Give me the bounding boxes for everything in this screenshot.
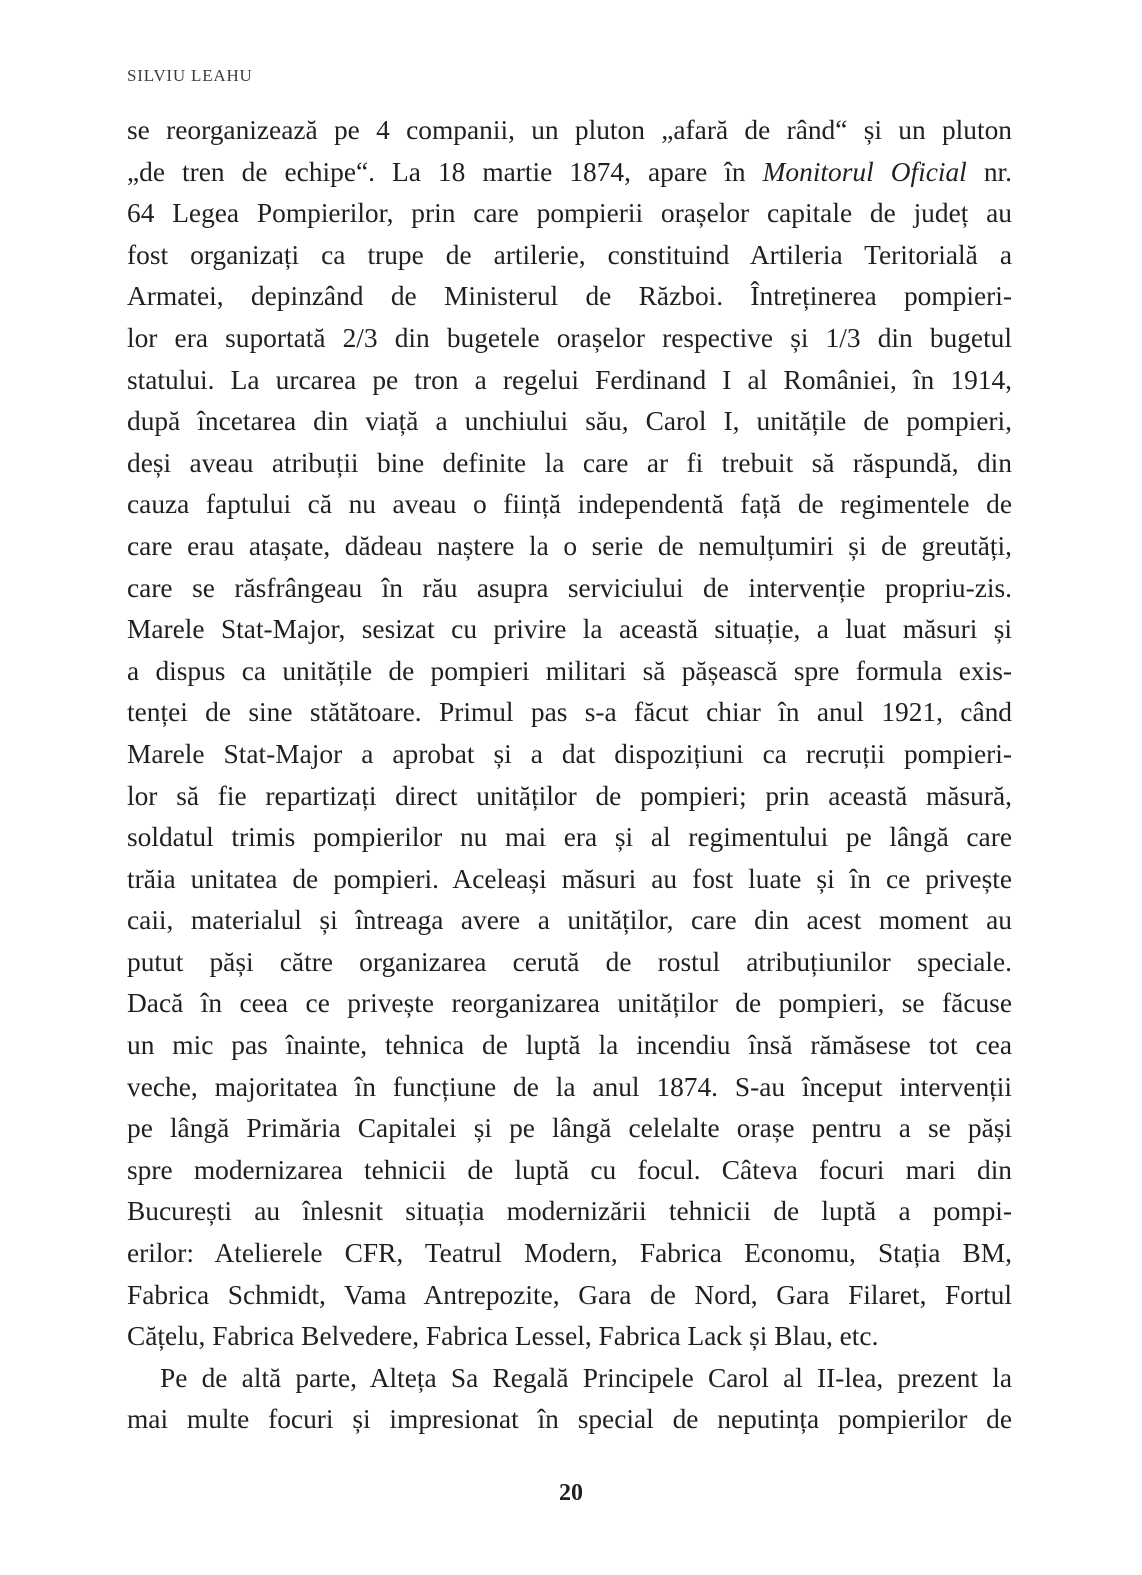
running-head: SILVIU LEAHU	[127, 66, 253, 85]
text-line: pe lângă Primăria Capitalei și pe lângă celelalte orașe pentru a se păși	[127, 1113, 1012, 1144]
text-line: tenței de sine stătătoare. Primul pas s-a făcut chiar în anul 1921, când	[127, 697, 1012, 728]
body-text	[127, 110, 1012, 1441]
text-line: Cățelu, Fabrica Belvedere, Fabrica Lessel, Fabrica Lack și Blau, etc.	[127, 1321, 879, 1352]
text-line: deși aveau atribuții bine definite la care ar fi trebuit să răspundă, din	[127, 447, 1012, 478]
text-line: Pe de altă parte, Alteța Sa Regală Principele Carol al II-lea, prezent la	[160, 1362, 1012, 1393]
text-line: soldatul trimis pompierilor nu mai era și al regimentului pe lângă care	[127, 822, 1012, 853]
text-line: cauza faptului că nu aveau o ființă independentă față de regimentele de	[127, 489, 1012, 520]
text-line: caii, materialul și întreaga avere a unităților, care din acest moment au	[127, 905, 1012, 936]
publication-title: Monitorul Oficial	[762, 156, 967, 187]
text-line: un mic pas înainte, tehnica de luptă la incendiu însă rămăsese tot cea	[127, 1030, 1012, 1061]
text-line: „de tren de echipe“. La 18 martie 1874, apare în Monitorul Oficial nr.	[127, 156, 1012, 187]
text-line: fost organizați ca trupe de artilerie, constituind Artileria Teritorială a	[127, 239, 1012, 270]
text-line: Dacă în ceea ce privește reorganizarea unităților de pompieri, se făcuse	[127, 988, 1012, 1019]
text-line: a dispus ca unitățile de pompieri militari să pășească spre formula exis-	[127, 655, 1012, 686]
text-line: lor era suportată 2/3 din bugetele orașelor respective și 1/3 din bugetul	[127, 322, 1012, 353]
text-line: lor să fie repartizați direct unităților de pompieri; prin această măsură,	[127, 780, 1012, 811]
text-line: după încetarea din viață a unchiului său, Carol I, unitățile de pompieri,	[127, 406, 1012, 437]
paragraph-1	[127, 110, 1012, 1358]
text-line: mai multe focuri și impresionat în special de neputința pompierilor de	[127, 1404, 1012, 1435]
text-line: Marele Stat-Major a aprobat și a dat dispozițiuni ca recruții pompieri-	[127, 738, 1012, 769]
text-line: veche, majoritatea în funcțiune de la anul 1874. S-au început intervenții	[127, 1071, 1012, 1102]
text-line: Armatei, depinzând de Ministerul de Război. Întreținerea pompieri-	[127, 281, 1012, 312]
text-line: erilor: Atelierele CFR, Teatrul Modern, Fabrica Economu, Stația BM,	[127, 1238, 1012, 1269]
text-line: putut păși către organizarea cerută de rostul atribuțiunilor speciale.	[127, 946, 1012, 977]
text-line: trăia unitatea de pompieri. Aceleași măsuri au fost luate și în ce privește	[127, 863, 1012, 894]
paragraph-2	[127, 1358, 1012, 1441]
text-line: statului. La urcarea pe tron a regelui Ferdinand I al României, în 1914,	[127, 364, 1012, 395]
text-line: care se răsfrângeau în rău asupra serviciului de intervenție propriu-zis.	[127, 572, 1012, 603]
text-line: 64 Legea Pompierilor, prin care pompierii orașelor capitale de județ au	[127, 198, 1012, 229]
page-number: 20	[559, 1480, 583, 1506]
text-line: Marele Stat-Major, sesizat cu privire la această situație, a luat măsuri și	[127, 614, 1012, 645]
text-line: Fabrica Schmidt, Vama Antrepozite, Gara de Nord, Gara Filaret, Fortul	[127, 1279, 1012, 1310]
text-line: București au înlesnit situația modernizării tehnicii de luptă a pompi-	[127, 1196, 1012, 1227]
text-line: spre modernizarea tehnicii de luptă cu focul. Câteva focuri mari din	[127, 1154, 1012, 1185]
text-line: se reorganizează pe 4 companii, un pluton „afară de rând“ și un pluton	[127, 115, 1012, 145]
text-line: care erau atașate, dădeau naștere la o serie de nemulțumiri și de greutăți,	[127, 530, 1012, 561]
